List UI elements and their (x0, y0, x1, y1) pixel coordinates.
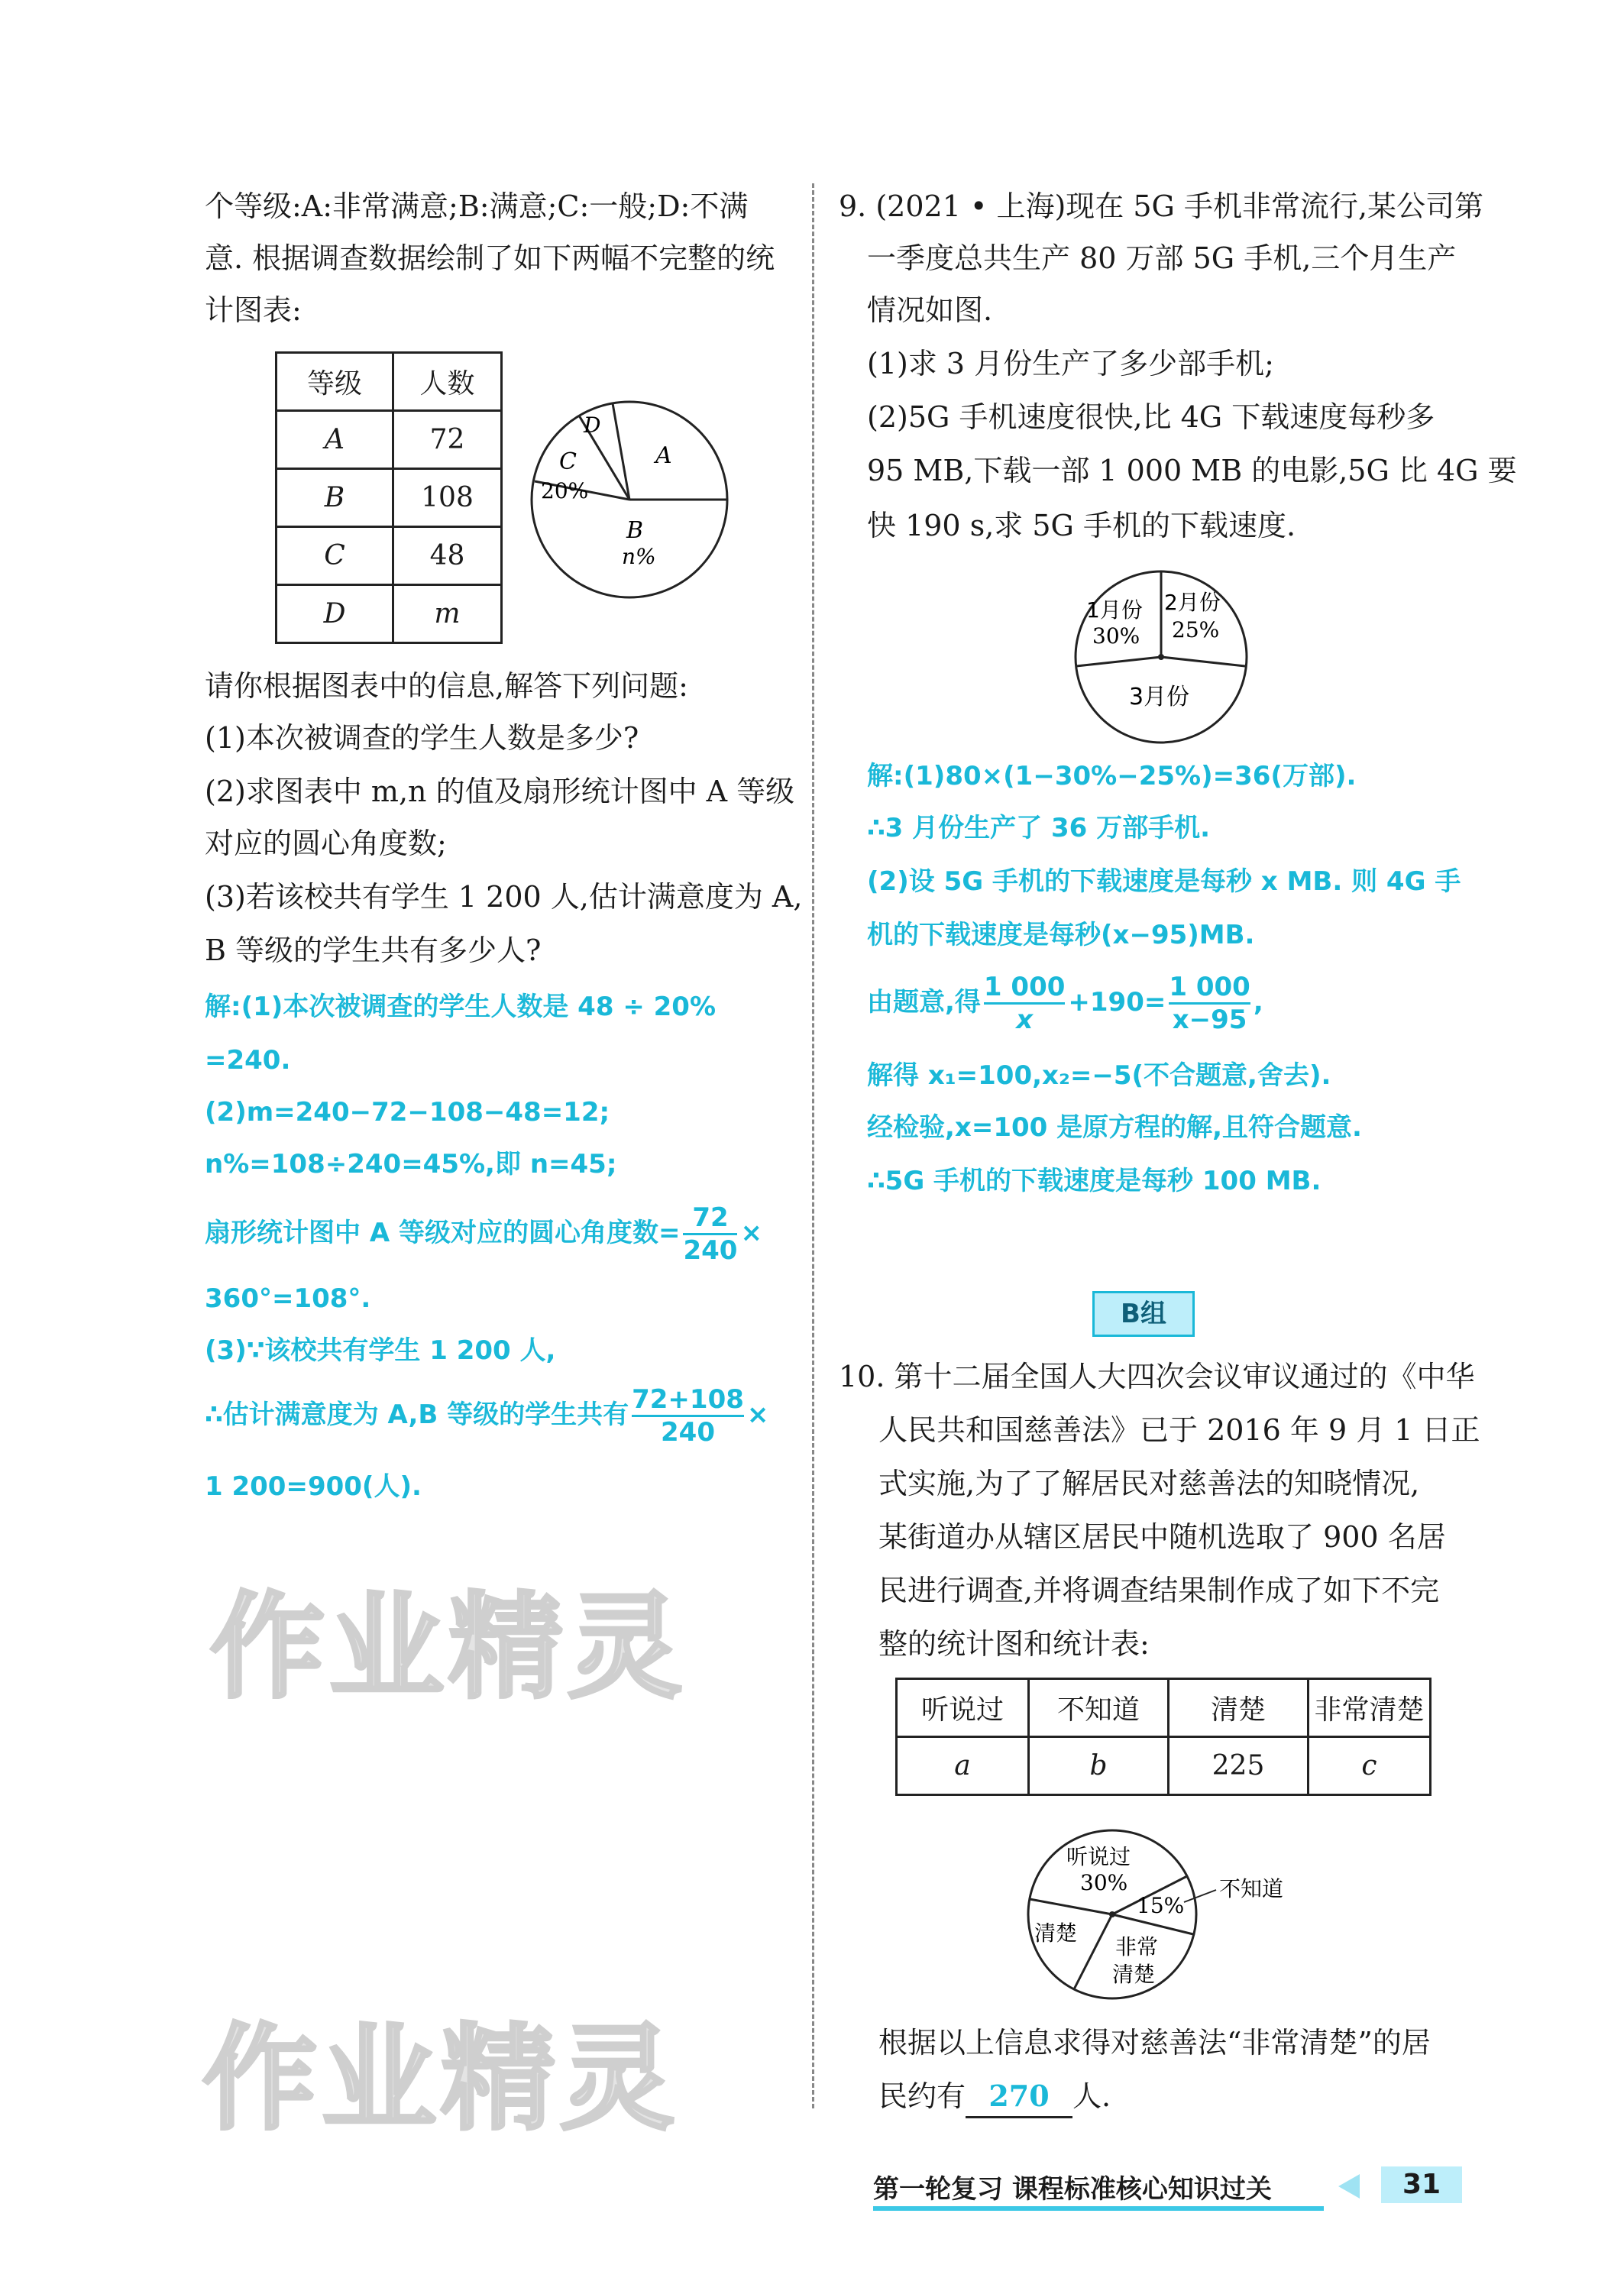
answer-line-5-text: 扇形统计图中 A 等级对应的圆心角度数= (205, 1218, 681, 1248)
q10-line-3: 式实施,为了了解居民对慈善法的知晓情况, (878, 1467, 1420, 1500)
footer-title: 第一轮复习 课程标准核心知识过关 (873, 2174, 1272, 2205)
awareness-cell: 225 (1169, 1737, 1309, 1795)
fraction-numerator: 72 (683, 1202, 737, 1235)
pie9-label-jan-pct: 30% (1092, 623, 1140, 649)
question-2b: 对应的圆心角度数; (205, 827, 447, 860)
awareness-header: 听说过 (897, 1679, 1029, 1737)
q9-answer-line-7: 经检验,x=100 是原方程的解,且符合题意. (867, 1112, 1362, 1143)
question-1: (1)本次被调查的学生人数是多少? (205, 721, 639, 755)
fraction-180-240 (632, 1384, 744, 1448)
q10-end-prefix: 民约有 (878, 2079, 966, 2113)
intro-line-3: 计图表: (205, 293, 302, 327)
satisfaction-pie (527, 397, 733, 603)
fraction-numerator: 1 000 (984, 972, 1065, 1005)
answer-line-2: =240. (205, 1045, 291, 1076)
q9-line-3: 情况如图. (867, 293, 993, 327)
count-header: 人数 (393, 353, 502, 411)
question-intro: 请你根据图表中的信息,解答下列问题: (205, 669, 688, 703)
q10-line-6: 整的统计图和统计表: (878, 1627, 1150, 1661)
plus-190: +190= (1068, 987, 1166, 1018)
awareness-header: 不知道 (1029, 1679, 1169, 1737)
answer-line-8-text: ∴估计满意度为 A,B 等级的学生共有 (205, 1399, 629, 1430)
q9-line-2: 一季度总共生产 80 万部 5G 手机,三个月生产 (867, 241, 1457, 275)
times-sign: × (740, 1218, 762, 1248)
count-cell: 72 (393, 411, 502, 469)
grade-header: 等级 (277, 353, 393, 411)
awareness-table (895, 1678, 1432, 1796)
answer-line-8 (205, 1384, 768, 1448)
count-cell: 48 (393, 527, 502, 585)
awareness-cell: a (897, 1737, 1029, 1795)
q10-line-1: 10. 第十二届全国人大四次会议审议通过的《中华 (839, 1360, 1475, 1393)
fraction-denominator: 240 (683, 1235, 738, 1266)
intro-line-2: 意. 根据调查数据绘制了如下两幅不完整的统 (205, 241, 775, 275)
pie9-label-jan: 1月份 (1086, 597, 1143, 623)
pie9-label-feb-pct: 25% (1172, 617, 1220, 642)
times-sign: × (746, 1399, 769, 1430)
awareness-cell: c (1309, 1737, 1431, 1795)
awareness-cell: b (1029, 1737, 1169, 1795)
pie-label-d: D (584, 413, 601, 438)
q9-answer-line-8: ∴5G 手机的下载速度是每秒 100 MB. (867, 1166, 1322, 1196)
pie-label-c-pct: 20% (541, 478, 589, 503)
q10-end-line-1: 根据以上信息求得对慈善法“非常清楚”的居 (878, 2026, 1431, 2060)
answer-line-3: (2)m=240−72−108−48=12; (205, 1097, 610, 1128)
pie10-label-heard-pct: 30% (1080, 1870, 1128, 1895)
pie10-label-heard: 听说过 (1066, 1844, 1131, 1869)
pie10-label-very-clear-1: 非常 (1115, 1934, 1159, 1959)
monthly-pie (1069, 565, 1253, 749)
awareness-header: 清楚 (1169, 1679, 1309, 1737)
awareness-header: 非常清楚 (1309, 1679, 1431, 1737)
pie9-label-mar: 3月份 (1129, 684, 1190, 710)
q9-line-5: (2)5G 手机速度很快,比 4G 下载速度每秒多 (867, 400, 1435, 434)
fraction-denominator: 240 (661, 1417, 715, 1448)
fraction-denominator: x (1016, 1005, 1034, 1035)
q9-answer-line-5 (867, 972, 1263, 1035)
count-cell: 108 (393, 469, 502, 527)
answer-blank: 270 (966, 2076, 1072, 2118)
pie10-label-very-clear-2: 清楚 (1112, 1962, 1156, 1987)
q10-line-2: 人民共和国慈善法》已于 2016 年 9 月 1 日正 (878, 1413, 1480, 1447)
intro-line-1: 个等级:A:非常满意;B:满意;C:一般;D:不满 (205, 189, 749, 223)
question-3b: B 等级的学生共有多少人? (205, 934, 542, 967)
fraction-1000-x-95 (1169, 972, 1250, 1035)
answer-line-6: 360°=108°. (205, 1283, 371, 1314)
grade-cell: C (277, 527, 393, 585)
fraction-numerator: 1 000 (1169, 972, 1250, 1005)
q9-line-4: (1)求 3 月份生产了多少部手机; (867, 347, 1274, 380)
grade-cell: D (277, 585, 393, 643)
q10-end-line-2 (878, 2076, 1111, 2118)
fraction-1000-x (984, 972, 1065, 1035)
grade-cell: B (277, 469, 393, 527)
q9-line-1: 9. (2021 • 上海)现在 5G 手机非常流行,某公司第 (839, 189, 1484, 223)
q9-answer-line-5-text: 由题意,得 (867, 987, 981, 1018)
count-cell: m (393, 585, 502, 643)
grade-table (275, 351, 503, 644)
fraction-72-240 (683, 1202, 737, 1266)
fraction-denominator: x−95 (1172, 1005, 1247, 1035)
pie-label-b: B (626, 517, 644, 544)
pie10-label-unknown: 不知道 (1219, 1876, 1284, 1901)
q9-line-6: 95 MB,下载一部 1 000 MB 的电影,5G 比 4G 要 (867, 454, 1517, 487)
answer-line-7: (3)∵该校共有学生 1 200 人, (205, 1335, 556, 1366)
column-divider (812, 183, 814, 2108)
q9-answer-line-1: 解:(1)80×(1−30%−25%)=36(万部). (867, 761, 1357, 791)
q10-line-4: 某街道办从辖区居民中随机选取了 900 名居 (878, 1520, 1446, 1554)
q10-line-5: 民进行调查,并将调查结果制作成了如下不完 (878, 1574, 1440, 1607)
q9-answer-line-3: (2)设 5G 手机的下载速度是每秒 x MB. 则 4G 手 (867, 866, 1461, 897)
q9-answer-line-4: 机的下载速度是每秒(x−95)MB. (867, 920, 1255, 950)
comma: , (1253, 987, 1263, 1018)
answer-line-5 (205, 1202, 762, 1266)
page-number: 31 (1381, 2166, 1462, 2203)
awareness-pie (1024, 1826, 1314, 2009)
pie9-label-feb: 2月份 (1164, 590, 1221, 615)
grade-cell: A (277, 411, 393, 469)
watermark-top: 作业精灵 (210, 1581, 687, 1714)
q9-answer-line-2: ∴3 月份生产了 36 万部手机. (867, 813, 1211, 843)
left-arrow-icon (1338, 2174, 1360, 2199)
answer-line-4: n%=108÷240=45%,即 n=45; (205, 1149, 617, 1179)
q9-answer-line-6: 解得 x₁=100,x₂=−5(不合题意,舍去). (867, 1060, 1331, 1091)
question-3a: (3)若该校共有学生 1 200 人,估计满意度为 A, (205, 880, 803, 914)
pie10-label-clear: 清楚 (1034, 1920, 1078, 1946)
pie-label-b-pct: n% (622, 544, 656, 569)
watermark-bottom: 作业精灵 (202, 2013, 680, 2146)
group-b-badge: B组 (1092, 1291, 1195, 1337)
pie-label-a: A (655, 442, 672, 469)
pie10-label-unknown-pct: 15% (1137, 1893, 1185, 1918)
q10-end-suffix: 人. (1072, 2079, 1111, 2113)
footer-underline (873, 2206, 1324, 2211)
answer-line-1: 解:(1)本次被调查的学生人数是 48 ÷ 20% (205, 992, 717, 1022)
question-2a: (2)求图表中 m,n 的值及扇形统计图中 A 等级 (205, 775, 795, 808)
answer-line-9: 1 200=900(人). (205, 1471, 422, 1502)
fraction-numerator: 72+108 (632, 1384, 744, 1417)
q9-line-7: 快 190 s,求 5G 手机的下载速度. (867, 509, 1296, 542)
pie-label-c: C (559, 448, 577, 475)
